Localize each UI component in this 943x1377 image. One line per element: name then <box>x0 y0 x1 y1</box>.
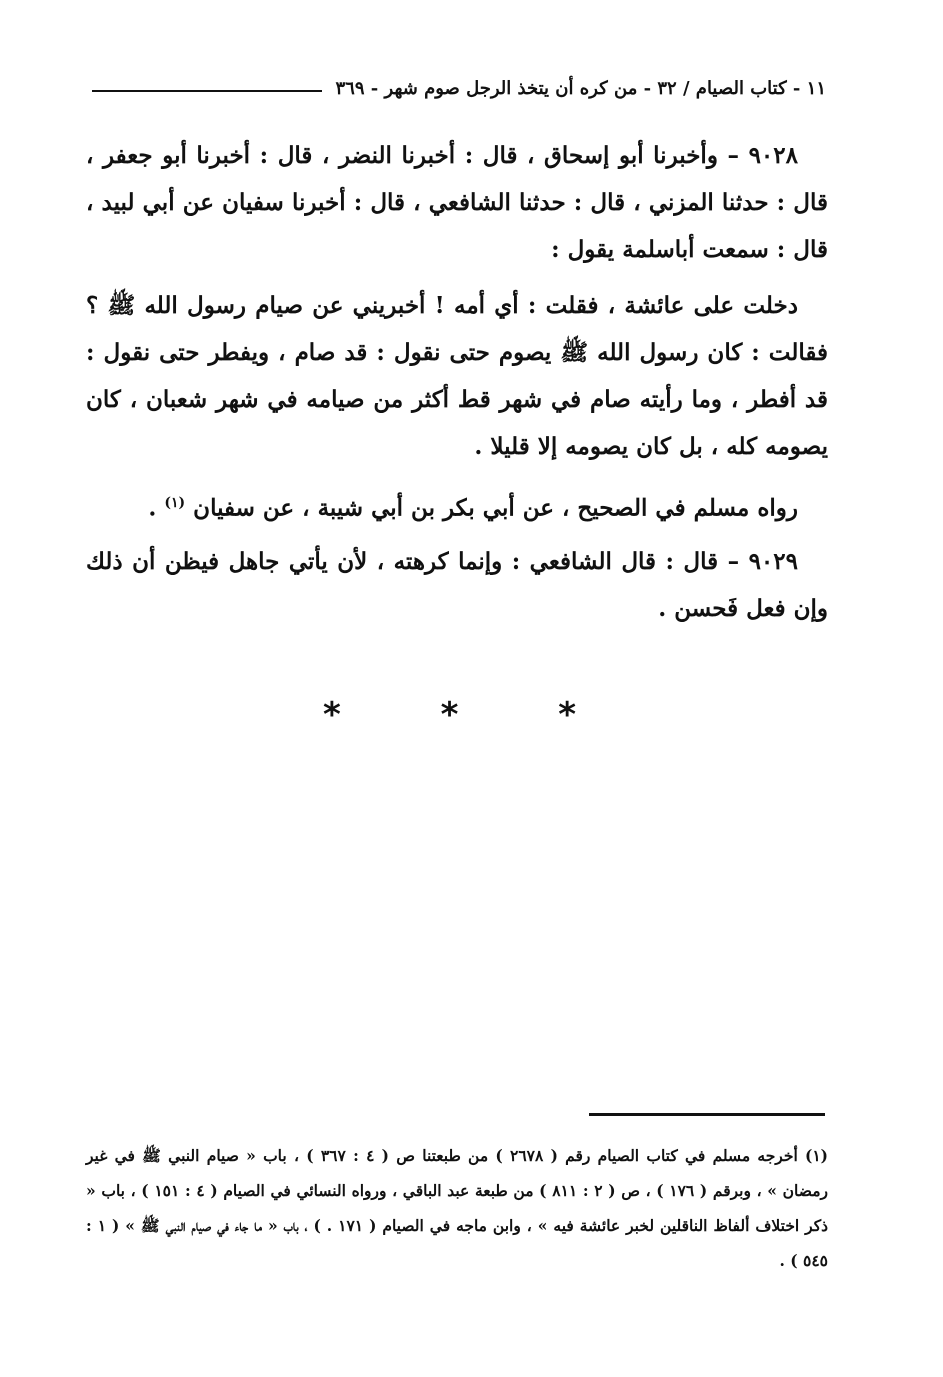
section-separator: * * * <box>322 695 620 735</box>
footnote-rule <box>589 1113 825 1116</box>
hadith-isnad: – وأخبرنا أبو إسحاق ، قال : أخبرنا النضر ، قال : أخبرنا أبو جعفر ، قال : حدثنا المزني ، قال : حدثنا الشافعي ، قال : أخبرنا سفيان عن أبي لبيد ، قال : سمعت أباسلمة يقول : <box>86 142 828 263</box>
source-note-end: . <box>148 494 157 522</box>
source-note-paragraph <box>86 480 828 532</box>
hadith-matn: دخلت على عائشة ، فقلت : أي أمه ! أخبريني عن صيام رسول الله ﷺ ؟ فقالت : كان رسول الله ﷺ يصوم حتى نقول : قد صام ، ويفطر حتى نقول : قد أفطر ، وما رأيته صام في شهر قط أكثر من صيامه في شهر شعبان ، كان يصومه كله ، بل كان يصومه إلا قليلا . <box>86 292 828 460</box>
hadith-2909-text: – قال : قال الشافعي : وإنما كرهته ، لأن يأتي جاهل فيظن أن ذلك وإن فعل فَحسن . <box>86 548 828 622</box>
source-note-text: رواه مسلم في الصحيح ، عن أبي بكر بن أبي شيبة ، عن سفيان <box>193 494 798 522</box>
hadith-number: ٩٠٢٨ <box>748 142 798 169</box>
header-rule <box>92 90 322 92</box>
running-header <box>92 68 826 108</box>
hadith-2908-paragraph <box>86 132 828 273</box>
footnote: (١) أخرجه مسلم في كتاب الصيام رقم ( ٢٦٧٨ ) من طبعتنا ص ( ٤ : ٣٦٧ ) ، باب « صيام النبي ﷺ في غير رمضان » ، وبرقم ( ١٧٦ ) ، ص ( ٢ : ٨١١ ) من طبعة عبد الباقي ، ورواه النسائي في الصيام ( ٤ : ١٥١ ) ، باب « ذكر اختلاف ألفاظ الناقلين لخبر عائشة فيه » ، وابن ماجه في الصيام ( ١٧١ . ) ، باب « ما جاء في صيام النبي ﷺ » ( ١ : ٥٤٥ ) . <box>86 1146 829 1270</box>
running-title: ١١ - كتاب الصيام / ٣٢ - من كره أن يتخذ الرجل صوم شهر - ٣٦٩ <box>335 77 826 99</box>
hadith-number: ٩٠٢٩ <box>748 548 798 575</box>
hadith-2909-paragraph <box>86 538 828 632</box>
hadith-matn-paragraph <box>86 282 828 470</box>
footnote-reference[interactable]: (١) <box>164 495 186 511</box>
